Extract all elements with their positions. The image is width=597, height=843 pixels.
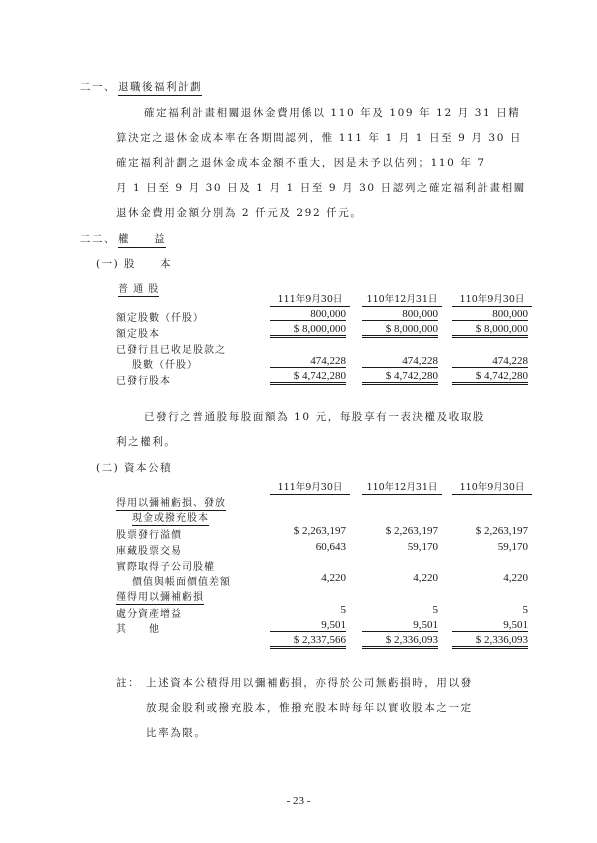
- row-label: 已發行股本: [116, 376, 171, 387]
- row-label: 其 他: [116, 624, 160, 635]
- group-label: 現金或撥充股本: [132, 509, 209, 526]
- cell-value: 474,228: [452, 355, 528, 368]
- row-label: 股票發行溢價: [116, 530, 182, 541]
- cell-value: $ 8,000,000: [362, 323, 438, 338]
- cell-value: $ 4,742,280: [452, 370, 528, 385]
- paragraph-line: 確定福利計畫相關退休金費用係以 110 年及 109 年 12 月 31 日精: [144, 107, 521, 119]
- cell-value: 4,220: [321, 572, 346, 584]
- cell-value: 474,228: [362, 355, 438, 368]
- note-line: 已發行之普通股每股面額為 10 元，每股享有一表決權及收取股: [144, 411, 486, 423]
- row-label: 已發行且已收足股款之: [116, 345, 226, 356]
- cell-value: 5: [432, 604, 438, 616]
- cell-value: 59,170: [497, 541, 528, 553]
- row-label: 額定股數（仟股）: [116, 313, 204, 324]
- row-label: 股數（仟股）: [132, 360, 198, 371]
- column-header: 111年9月30日: [270, 479, 350, 495]
- row-label: 實際取得子公司股權: [116, 562, 215, 573]
- total-value: $ 2,336,093: [362, 634, 438, 649]
- subsection-heading: (二) 資本公積: [96, 462, 173, 474]
- cell-value: 9,501: [362, 619, 438, 632]
- cell-value: $ 4,742,280: [270, 370, 346, 385]
- paragraph-line: 確定福利計劃之退休金成本金額不重大，因是未予以估列；110 年 7: [116, 157, 486, 169]
- section-number: 二二、: [80, 233, 116, 245]
- cell-value: 800,000: [362, 308, 438, 321]
- row-label: 價值與帳面價值差額: [132, 577, 231, 588]
- note-line: 上述資本公積得用以彌補虧損，亦得於公司無虧損時，用以發: [146, 677, 473, 689]
- row-label: 額定股本: [116, 329, 160, 340]
- total-value: $ 2,336,093: [452, 634, 528, 649]
- note-line: 利之權利。: [116, 436, 177, 448]
- cell-value: 59,170: [407, 541, 438, 553]
- subsection-heading: (一) 股 本: [96, 258, 173, 270]
- group-label: 僅得用以彌補虧損: [116, 588, 204, 605]
- cell-value: 800,000: [270, 308, 346, 321]
- paragraph-line: 算決定之退休金成本率在各期間認列，惟 111 年 1 月 1 日至 9 月 30 日: [116, 132, 523, 144]
- section-number: 二一、: [80, 81, 116, 93]
- cell-value: $ 2,263,197: [385, 525, 438, 537]
- section-title: 權 益: [118, 231, 166, 248]
- column-header: 110年9月30日: [452, 291, 532, 307]
- paragraph-line: 月 1 日至 9 月 30 日及 1 月 1 日至 9 月 30 日認列之確定福利計畫相關: [116, 182, 526, 194]
- cell-value: $ 2,263,197: [475, 525, 528, 537]
- row-label: 庫藏股票交易: [116, 546, 182, 557]
- column-header: 110年9月30日: [452, 479, 532, 495]
- total-value: $ 2,337,566: [270, 634, 346, 649]
- cell-value: 5: [340, 604, 346, 616]
- section-title: 退職後福利計劃: [118, 79, 202, 96]
- cell-value: 5: [522, 604, 528, 616]
- cell-value: 800,000: [452, 308, 528, 321]
- column-header: 110年12月31日: [362, 291, 442, 307]
- cell-value: $ 2,263,197: [293, 525, 346, 537]
- paragraph-line: 退休金費用金額分別為 2 仟元及 292 仟元。: [116, 207, 363, 219]
- column-header: 111年9月30日: [270, 291, 350, 307]
- cell-value: 9,501: [452, 619, 528, 632]
- cell-value: 60,643: [315, 541, 346, 553]
- cell-value: 4,220: [503, 572, 528, 584]
- cell-value: 4,220: [413, 572, 438, 584]
- column-header: 110年12月31日: [362, 479, 442, 495]
- note-line: 比率為限。: [146, 727, 207, 739]
- group-label: 得用以彌補虧損、發放: [116, 494, 226, 511]
- subsection-subheading: 普 通 股: [118, 280, 159, 297]
- row-label: 處分資產增益: [116, 609, 182, 620]
- cell-value: $ 8,000,000: [452, 323, 528, 338]
- cell-value: $ 4,742,280: [362, 370, 438, 385]
- cell-value: 9,501: [270, 619, 346, 632]
- page-number: - 23 -: [286, 795, 311, 807]
- note-line: 放現金股利或撥充股本，惟撥充股本時每年以實收股本之一定: [146, 702, 473, 714]
- note-prefix: 註：: [116, 677, 141, 689]
- cell-value: $ 8,000,000: [270, 323, 346, 338]
- cell-value: 474,228: [270, 355, 346, 368]
